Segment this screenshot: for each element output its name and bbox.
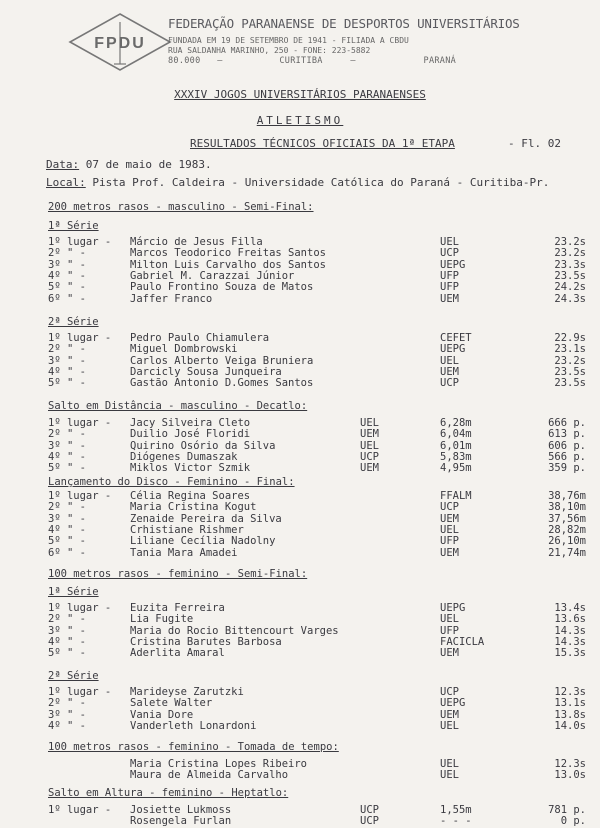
result-mark: 23.2s <box>554 247 586 260</box>
placing: 2º " - <box>48 613 86 626</box>
placing: 2º " - <box>48 247 86 260</box>
result-mark: 23.5s <box>554 269 586 282</box>
club-code: UEM <box>440 365 459 378</box>
result-mark: 14.0s <box>554 719 586 732</box>
result-row <box>0 547 600 560</box>
section-title: Lançamento do Disco - Feminino - Final: <box>48 476 295 488</box>
section-title: 100 metros rasos - feminino - Tomada de tempo: <box>48 741 339 753</box>
result-row <box>0 647 600 660</box>
result-mark: 5,83m <box>440 450 472 463</box>
athlete-name: Josiette Lukmoss <box>130 804 232 816</box>
result-mark: 23.2s <box>554 354 586 367</box>
club-code: UEPG <box>440 697 466 710</box>
placing: 1º lugar - <box>48 332 112 344</box>
result-mark: 24.2s <box>554 281 586 294</box>
athlete-name: Rosengela Furlan <box>130 815 232 828</box>
result-mark: 15.3s <box>554 647 586 660</box>
club-code: UEPG <box>440 258 466 271</box>
points: 566 p. <box>548 450 586 463</box>
federation-name: FEDERAÇÃO PARANAENSE DE DESPORTOS UNIVERSITÁRIOS <box>168 16 520 31</box>
athlete-name: Zenaide Pereira da Silva <box>130 512 282 525</box>
placing: 1º lugar - <box>48 490 112 502</box>
placing: 4º " - <box>48 269 86 282</box>
result-mark: 23.3s <box>554 258 586 271</box>
result-mark: 6,28m <box>440 417 472 429</box>
club-code: UCP <box>360 815 379 828</box>
club-code: UCP <box>360 450 379 463</box>
result-mark: 37,56m <box>548 512 586 525</box>
athlete-name: Quirino Osório da Silva <box>130 439 276 452</box>
section-title: 100 metros rasos - feminino - Semi-Final: <box>48 568 308 580</box>
athlete-name: Maria do Rocio Bittencourt Varges <box>130 624 339 637</box>
result-mark: 23.5s <box>554 365 586 378</box>
athlete-name: Vania Dore <box>130 708 194 721</box>
athlete-name: Duilio José Floridi <box>130 428 251 441</box>
placing: 3º " - <box>48 624 86 637</box>
placing: 4º " - <box>48 450 86 463</box>
club-code: UEM <box>360 428 379 441</box>
club-code: UEM <box>440 512 459 525</box>
club-code: FFALM <box>440 490 472 502</box>
club-code: UEL <box>440 719 459 732</box>
placing: 6º " - <box>48 546 86 559</box>
address-line: RUA SALDANHA MARINHO, 250 - FONE: 223-5882 <box>168 46 371 55</box>
placing: 1º lugar - <box>48 417 112 429</box>
fpdu-logo <box>66 12 174 72</box>
sport-title: ATLETISMO <box>256 114 344 127</box>
result-mark: 23.5s <box>554 377 586 390</box>
club-code: UEL <box>440 354 459 367</box>
club-code: UEL <box>360 439 379 452</box>
date-line <box>46 158 212 171</box>
result-mark: 14.3s <box>554 624 586 637</box>
date-label: Data: <box>46 158 80 171</box>
club-code: UEL <box>440 613 459 626</box>
result-mark: 23.2s <box>554 236 586 248</box>
section-title: 200 metros rasos - masculino - Semi-Final: <box>48 201 314 213</box>
placing: 4º " - <box>48 719 86 732</box>
local-value: Pista Prof. Caldeira - Universidade Católica do Paraná - Curitiba-Pr. <box>92 176 550 189</box>
result-row <box>0 462 600 475</box>
cep: 80.000 <box>168 56 201 66</box>
result-mark: 6,04m <box>440 428 472 441</box>
club-code: UEL <box>440 769 459 782</box>
state: PARANÁ <box>423 56 457 66</box>
points: 666 p. <box>548 417 586 429</box>
placing: 3º " - <box>48 708 86 721</box>
athlete-name: Maura de Almeida Carvalho <box>130 769 289 782</box>
athlete-name: Paulo Frontino Souza de Matos <box>130 281 314 294</box>
club-code: UFP <box>440 535 459 548</box>
club-code: UEM <box>440 708 459 721</box>
placing: 2º " - <box>48 343 86 356</box>
placing: 4º " - <box>48 523 86 536</box>
points: 0 p. <box>560 815 586 828</box>
date-value: 07 de maio de 1983. <box>85 158 212 171</box>
result-mark: 6,01m <box>440 439 472 452</box>
athlete-name: Milton Luis Carvalho dos Santos <box>130 258 326 271</box>
placing: 3º " - <box>48 512 86 525</box>
logo-text: FPDU <box>94 35 146 52</box>
club-code: UCP <box>440 686 459 698</box>
result-row <box>0 815 600 828</box>
club-code: UEPG <box>440 602 466 614</box>
placing: 5º " - <box>48 281 86 294</box>
club-code: UCP <box>440 247 459 260</box>
points: 359 p. <box>548 462 586 475</box>
result-row <box>0 720 600 733</box>
placing: 5º " - <box>48 535 86 548</box>
athlete-name: Aderlita Amaral <box>130 647 225 660</box>
club-code: UEL <box>440 758 459 770</box>
placing: 5º " - <box>48 462 86 475</box>
result-mark: 12.3s <box>554 758 586 770</box>
athlete-name: Vanderleth Lonardoni <box>130 719 257 732</box>
placing: 1º lugar - <box>48 602 112 614</box>
athlete-name: Pedro Paulo Chiamulera <box>130 332 270 344</box>
placing: 3º " - <box>48 258 86 271</box>
result-mark: 22.9s <box>554 332 586 344</box>
club-code: CEFET <box>440 332 472 344</box>
foundation-line: FUNDADA EM 19 DE SETEMBRO DE 1941 - FILIADA A CBDU <box>168 36 409 45</box>
athlete-name: Miklos Victor Szmik <box>130 462 251 475</box>
result-mark: 13.4s <box>554 602 586 614</box>
city-line: 80.000 — CURITIBA — PARANÁ <box>168 56 457 66</box>
placing: 2º " - <box>48 501 86 514</box>
local-line <box>46 176 549 189</box>
result-mark: 28,82m <box>548 523 586 536</box>
result-mark: 12.3s <box>554 686 586 698</box>
athlete-name: Jacy Silveira Cleto <box>130 417 251 429</box>
club-code: UFP <box>440 269 459 282</box>
athlete-name: Euzita Ferreira <box>130 602 225 614</box>
result-mark: 21,74m <box>548 546 586 559</box>
club-code: UEM <box>360 462 379 475</box>
athlete-name: Célia Regina Soares <box>130 490 251 502</box>
placing: 2º " - <box>48 428 86 441</box>
result-row <box>0 377 600 390</box>
athlete-name: Darcicly Sousa Junqueira <box>130 365 282 378</box>
club-code: UEM <box>440 546 459 559</box>
results-title: RESULTADOS TÉCNICOS OFICIAIS DA 1ª ETAPA <box>190 137 455 150</box>
athlete-name: Lia Fugite <box>130 613 194 626</box>
placing: 4º " - <box>48 365 86 378</box>
result-mark: 13.0s <box>554 769 586 782</box>
club-code: UEL <box>440 236 459 248</box>
result-mark: 26,10m <box>548 535 586 548</box>
result-mark: 38,10m <box>548 501 586 514</box>
athlete-name: Crhistiane Rishmer <box>130 523 244 536</box>
points: 781 p. <box>548 804 586 816</box>
serie-title: 2ª Série <box>48 316 99 328</box>
athlete-name: Salete Walter <box>130 697 213 710</box>
event-title: XXXIV JOGOS UNIVERSITÁRIOS PARANAENSES <box>174 88 426 101</box>
club-code: UEPG <box>440 343 466 356</box>
result-mark: 4,95m <box>440 462 472 475</box>
result-mark: 13.6s <box>554 613 586 626</box>
result-mark: 38,76m <box>548 490 586 502</box>
athlete-name: Gastão Antonio D.Gomes Santos <box>130 377 314 390</box>
result-row <box>0 769 600 782</box>
serie-title: 1ª Série <box>48 220 99 232</box>
points: 613 p. <box>548 428 586 441</box>
sheet-number: - Fl. 02 <box>508 137 561 150</box>
club-code: UCP <box>440 377 459 390</box>
result-mark: 23.1s <box>554 343 586 356</box>
club-code: UFP <box>440 624 459 637</box>
placing: 3º " - <box>48 354 86 367</box>
placing: 4º " - <box>48 635 86 648</box>
club-code: UCP <box>360 804 379 816</box>
club-code: UEM <box>440 647 459 660</box>
club-code: FACICLA <box>440 635 485 648</box>
placing: 1º lugar - <box>48 804 112 816</box>
placing: 2º " - <box>48 697 86 710</box>
club-code: UFP <box>440 281 459 294</box>
athlete-name: Miguel Dombrowski <box>130 343 238 356</box>
athlete-name: Jaffer Franco <box>130 292 213 305</box>
placing: 6º " - <box>48 292 86 305</box>
points: 606 p. <box>548 439 586 452</box>
result-mark: 13.8s <box>554 708 586 721</box>
club-code: UEM <box>440 292 459 305</box>
section-title: Salto em Altura - feminino - Heptatlo: <box>48 787 289 799</box>
club-code: UEL <box>360 417 379 429</box>
serie-title: 1ª Série <box>48 586 99 598</box>
athlete-name: Márcio de Jesus Filla <box>130 236 263 248</box>
serie-title: 2ª Série <box>48 670 99 682</box>
result-row <box>0 293 600 306</box>
club-code: UEL <box>440 523 459 536</box>
athlete-name: Gabriel M. Carazzai Júnior <box>130 269 295 282</box>
local-label: Local: <box>46 176 86 189</box>
athlete-name: Maria Cristina Lopes Ribeiro <box>130 758 308 770</box>
result-mark: 24.3s <box>554 292 586 305</box>
placing: 5º " - <box>48 377 86 390</box>
athlete-name: Tania Mara Amadei <box>130 546 238 559</box>
placing: 3º " - <box>48 439 86 452</box>
athlete-name: Diógenes Dumaszak <box>130 450 238 463</box>
placing: 1º lugar - <box>48 236 112 248</box>
athlete-name: Carlos Alberto Veiga Bruniera <box>130 354 314 367</box>
result-mark: 1,55m <box>440 804 472 816</box>
city: CURITIBA <box>279 56 323 66</box>
placing: 5º " - <box>48 647 86 660</box>
result-mark: - - - <box>440 815 472 828</box>
result-mark: 14.3s <box>554 635 586 648</box>
athlete-name: Cristina Barutes Barbosa <box>130 635 282 648</box>
placing: 1º lugar - <box>48 686 112 698</box>
athlete-name: Marideyse Zarutzki <box>130 686 244 698</box>
result-mark: 13.1s <box>554 697 586 710</box>
athlete-name: Liliane Cecília Nadolny <box>130 535 276 548</box>
athlete-name: Maria Cristina Kogut <box>130 501 257 514</box>
athlete-name: Marcos Teodorico Freitas Santos <box>130 247 326 260</box>
club-code: UCP <box>440 501 459 514</box>
section-title: Salto em Distância - masculino - Decatlo: <box>48 400 308 412</box>
